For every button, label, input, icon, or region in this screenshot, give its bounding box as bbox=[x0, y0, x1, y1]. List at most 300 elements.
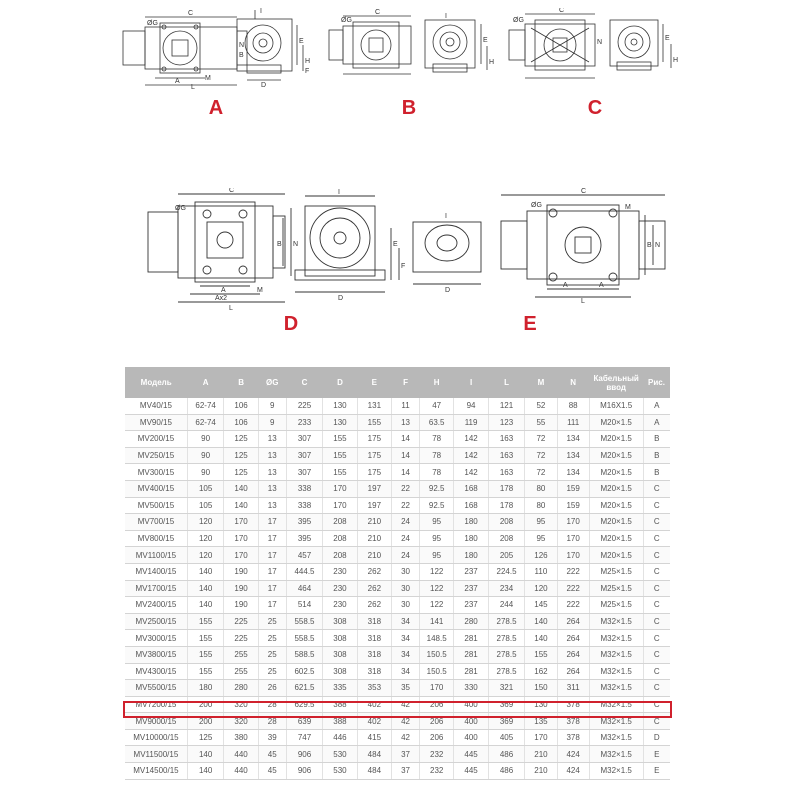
table-cell: M32×1.5 bbox=[589, 630, 643, 647]
table-cell: 369 bbox=[488, 713, 525, 730]
table-cell: 190 bbox=[224, 597, 258, 614]
table-cell: 95 bbox=[525, 530, 557, 547]
svg-text:H: H bbox=[305, 58, 311, 65]
table-cell: 486 bbox=[488, 746, 525, 763]
table-cell: 208 bbox=[323, 547, 357, 564]
table-cell: 168 bbox=[454, 497, 488, 514]
table-cell: 9 bbox=[258, 414, 286, 431]
table-cell: M20×1.5 bbox=[589, 514, 643, 531]
table-body bbox=[125, 398, 670, 779]
table-cell: 95 bbox=[419, 514, 453, 531]
table-cell: M20×1.5 bbox=[589, 480, 643, 497]
table-cell: 170 bbox=[323, 480, 357, 497]
drawing-a-svg bbox=[115, 5, 325, 90]
svg-text:D: D bbox=[338, 295, 344, 302]
svg-text:ØG: ØG bbox=[513, 17, 524, 24]
table-cell: 42 bbox=[392, 729, 420, 746]
table-cell: 170 bbox=[557, 547, 589, 564]
table-cell: 106 bbox=[224, 398, 258, 414]
table-cell: 140 bbox=[187, 763, 224, 780]
table-cell: 110 bbox=[525, 563, 557, 580]
table-cell: 150 bbox=[525, 680, 557, 697]
table-cell: 111 bbox=[557, 414, 589, 431]
table-cell: 62-74 bbox=[187, 398, 224, 414]
table-cell: 140 bbox=[187, 597, 224, 614]
table-cell: 80 bbox=[525, 480, 557, 497]
table-cell: MV3800/15 bbox=[125, 646, 187, 663]
table-cell: 155 bbox=[187, 663, 224, 680]
table-cell: 80 bbox=[525, 497, 557, 514]
table-cell: E bbox=[643, 763, 670, 780]
table-cell: 92.5 bbox=[419, 497, 453, 514]
table-cell: 52 bbox=[525, 398, 557, 414]
table-row bbox=[125, 729, 670, 746]
table-cell: 278.5 bbox=[488, 646, 525, 663]
table-cell: 281 bbox=[454, 630, 488, 647]
table-cell: 321 bbox=[488, 680, 525, 697]
table-cell: MV1100/15 bbox=[125, 547, 187, 564]
table-cell: 402 bbox=[357, 696, 391, 713]
table-cell: 47 bbox=[419, 398, 453, 414]
table-cell: 264 bbox=[557, 630, 589, 647]
table-cell: 155 bbox=[357, 414, 391, 431]
table-cell: 170 bbox=[557, 530, 589, 547]
table-cell: 125 bbox=[224, 431, 258, 448]
table-cell: 25 bbox=[258, 613, 286, 630]
table-cell: M20×1.5 bbox=[589, 547, 643, 564]
column-header: M bbox=[525, 367, 557, 398]
table-cell: 208 bbox=[488, 530, 525, 547]
svg-text:ØG: ØG bbox=[175, 205, 186, 212]
table-cell: M20×1.5 bbox=[589, 497, 643, 514]
column-header: A bbox=[187, 367, 224, 398]
table-cell: 230 bbox=[323, 597, 357, 614]
table-cell: 530 bbox=[323, 746, 357, 763]
table-cell: 639 bbox=[286, 713, 323, 730]
drawing-b bbox=[325, 8, 495, 78]
table-cell: 262 bbox=[357, 563, 391, 580]
table-cell: 17 bbox=[258, 547, 286, 564]
table-cell: 13 bbox=[258, 464, 286, 481]
table-cell: 14 bbox=[392, 464, 420, 481]
svg-text:N: N bbox=[293, 241, 299, 248]
table-cell: C bbox=[643, 580, 670, 597]
table-cell: 353 bbox=[357, 680, 391, 697]
table-cell: 318 bbox=[357, 630, 391, 647]
table-cell: 170 bbox=[525, 729, 557, 746]
drawing-c-svg bbox=[505, 8, 685, 83]
table-row bbox=[125, 497, 670, 514]
table-cell: 125 bbox=[224, 464, 258, 481]
svg-text:H: H bbox=[489, 59, 495, 66]
table-cell: 120 bbox=[525, 580, 557, 597]
table-cell: 210 bbox=[357, 547, 391, 564]
table-cell: 629.5 bbox=[286, 696, 323, 713]
table-cell: 747 bbox=[286, 729, 323, 746]
table-row bbox=[125, 414, 670, 431]
table-cell: 122 bbox=[419, 580, 453, 597]
table-cell: MV1400/15 bbox=[125, 563, 187, 580]
table-cell: 140 bbox=[224, 497, 258, 514]
table-cell: 281 bbox=[454, 663, 488, 680]
table-cell: 24 bbox=[392, 547, 420, 564]
table-row bbox=[125, 398, 670, 414]
table-cell: 338 bbox=[286, 480, 323, 497]
table-cell: 22 bbox=[392, 480, 420, 497]
table-cell: 307 bbox=[286, 431, 323, 448]
table-cell: MV40/15 bbox=[125, 398, 187, 414]
svg-text:C: C bbox=[229, 188, 235, 194]
table-cell: 155 bbox=[323, 431, 357, 448]
table-cell: 255 bbox=[224, 663, 258, 680]
table-cell: 159 bbox=[557, 480, 589, 497]
table-cell: 400 bbox=[454, 713, 488, 730]
svg-text:Ax2: Ax2 bbox=[215, 295, 228, 302]
table-cell: 237 bbox=[454, 597, 488, 614]
table-cell: D bbox=[643, 729, 670, 746]
table-row bbox=[125, 580, 670, 597]
table-cell: 280 bbox=[224, 680, 258, 697]
table-cell: MV200/15 bbox=[125, 431, 187, 448]
table-cell: 237 bbox=[454, 580, 488, 597]
table-cell: 125 bbox=[224, 447, 258, 464]
table-cell: 514 bbox=[286, 597, 323, 614]
table-cell: M32×1.5 bbox=[589, 763, 643, 780]
table-cell: 105 bbox=[187, 480, 224, 497]
table-cell: 106 bbox=[224, 414, 258, 431]
svg-text:C: C bbox=[188, 10, 194, 17]
table-cell: 446 bbox=[323, 729, 357, 746]
table-cell: 424 bbox=[557, 746, 589, 763]
table-row bbox=[125, 763, 670, 780]
table-cell: 222 bbox=[557, 563, 589, 580]
table-cell: 210 bbox=[357, 530, 391, 547]
table-cell: 237 bbox=[454, 563, 488, 580]
table-cell: 530 bbox=[323, 763, 357, 780]
table-cell: 264 bbox=[557, 663, 589, 680]
table-cell: 307 bbox=[286, 447, 323, 464]
table-cell: M20×1.5 bbox=[589, 464, 643, 481]
svg-text:N: N bbox=[597, 39, 603, 46]
table-cell: 440 bbox=[224, 746, 258, 763]
svg-text:I: I bbox=[338, 189, 340, 196]
table-row bbox=[125, 480, 670, 497]
drawing-c bbox=[505, 8, 685, 83]
table-cell: 621.5 bbox=[286, 680, 323, 697]
table-cell: 22 bbox=[392, 497, 420, 514]
table-cell: 281 bbox=[454, 646, 488, 663]
table-cell: 558.5 bbox=[286, 630, 323, 647]
table-cell: 906 bbox=[286, 763, 323, 780]
table-cell: 141 bbox=[419, 613, 453, 630]
table-cell: 140 bbox=[187, 580, 224, 597]
table-cell: 175 bbox=[357, 464, 391, 481]
column-header: H bbox=[419, 367, 453, 398]
table-cell: C bbox=[643, 480, 670, 497]
column-header: C bbox=[286, 367, 323, 398]
table-cell: 311 bbox=[557, 680, 589, 697]
variant-label-b: B bbox=[401, 97, 417, 119]
table-cell: 11 bbox=[392, 398, 420, 414]
table-cell: 378 bbox=[557, 696, 589, 713]
table-cell: MV11500/15 bbox=[125, 746, 187, 763]
table-cell: 34 bbox=[392, 630, 420, 647]
table-cell: 380 bbox=[224, 729, 258, 746]
table-row bbox=[125, 696, 670, 713]
table-cell: 145 bbox=[525, 597, 557, 614]
table-cell: 457 bbox=[286, 547, 323, 564]
table-cell: 159 bbox=[557, 497, 589, 514]
table-cell: MV4300/15 bbox=[125, 663, 187, 680]
table-cell: 308 bbox=[323, 630, 357, 647]
table-cell: 308 bbox=[323, 646, 357, 663]
table-cell: 232 bbox=[419, 763, 453, 780]
table-cell: C bbox=[643, 680, 670, 697]
table-cell: 26 bbox=[258, 680, 286, 697]
svg-text:I: I bbox=[445, 13, 447, 20]
table-cell: 34 bbox=[392, 613, 420, 630]
table-cell: C bbox=[643, 497, 670, 514]
column-header: Рис. bbox=[643, 367, 670, 398]
table-cell: 180 bbox=[187, 680, 224, 697]
svg-text:A: A bbox=[175, 78, 180, 85]
svg-text:A: A bbox=[563, 282, 568, 289]
table-cell: 330 bbox=[454, 680, 488, 697]
table-cell: 13 bbox=[392, 414, 420, 431]
table-cell: C bbox=[643, 696, 670, 713]
table-cell: MV3000/15 bbox=[125, 630, 187, 647]
table-cell: MV5500/15 bbox=[125, 680, 187, 697]
table-cell: 131 bbox=[357, 398, 391, 414]
table-cell: 206 bbox=[419, 713, 453, 730]
table-cell: 338 bbox=[286, 497, 323, 514]
table-cell: MV700/15 bbox=[125, 514, 187, 531]
table-cell: 37 bbox=[392, 746, 420, 763]
svg-text:E: E bbox=[299, 38, 304, 45]
table-cell: 208 bbox=[488, 514, 525, 531]
table-cell: 224.5 bbox=[488, 563, 525, 580]
drawing-b-svg bbox=[325, 8, 495, 78]
table-cell: 210 bbox=[525, 746, 557, 763]
table-cell: 170 bbox=[224, 530, 258, 547]
table-cell: 155 bbox=[187, 630, 224, 647]
table-cell: 558.5 bbox=[286, 613, 323, 630]
table-cell: 278.5 bbox=[488, 613, 525, 630]
table-cell: 484 bbox=[357, 763, 391, 780]
svg-text:A: A bbox=[599, 282, 604, 289]
table-cell: 17 bbox=[258, 530, 286, 547]
table-cell: 90 bbox=[187, 431, 224, 448]
table-cell: 120 bbox=[187, 547, 224, 564]
table-cell: MV500/15 bbox=[125, 497, 187, 514]
table-cell: 135 bbox=[525, 713, 557, 730]
table-cell: 28 bbox=[258, 713, 286, 730]
column-header: F bbox=[392, 367, 420, 398]
table-cell: 140 bbox=[224, 480, 258, 497]
svg-text:A: A bbox=[221, 287, 226, 294]
table-row bbox=[125, 746, 670, 763]
column-header: Модель bbox=[125, 367, 187, 398]
table-cell: 225 bbox=[286, 398, 323, 414]
table-cell: 163 bbox=[488, 431, 525, 448]
table-cell: M20×1.5 bbox=[589, 431, 643, 448]
table-cell: C bbox=[643, 530, 670, 547]
table-cell: 190 bbox=[224, 563, 258, 580]
table-cell: 320 bbox=[224, 696, 258, 713]
table-cell: M20×1.5 bbox=[589, 414, 643, 431]
table-cell: 262 bbox=[357, 597, 391, 614]
table-cell: 125 bbox=[187, 729, 224, 746]
svg-text:E: E bbox=[665, 35, 670, 42]
table-cell: 24 bbox=[392, 514, 420, 531]
table-cell: 307 bbox=[286, 464, 323, 481]
table-cell: MV9000/15 bbox=[125, 713, 187, 730]
table-cell: 142 bbox=[454, 431, 488, 448]
svg-text:ØG: ØG bbox=[531, 202, 542, 209]
table-cell: 9 bbox=[258, 398, 286, 414]
table-cell: 168 bbox=[454, 480, 488, 497]
table-cell: 262 bbox=[357, 580, 391, 597]
table-cell: 445 bbox=[454, 746, 488, 763]
table-cell: 42 bbox=[392, 713, 420, 730]
table-cell: MV1700/15 bbox=[125, 580, 187, 597]
table-cell: 318 bbox=[357, 646, 391, 663]
table-cell: 378 bbox=[557, 713, 589, 730]
variant-label-a: A bbox=[208, 97, 224, 119]
table-cell: 405 bbox=[488, 729, 525, 746]
table-cell: M32×1.5 bbox=[589, 663, 643, 680]
table-cell: 400 bbox=[454, 696, 488, 713]
table-cell: 170 bbox=[224, 547, 258, 564]
svg-text:ØG: ØG bbox=[147, 20, 158, 27]
table-cell: 134 bbox=[557, 431, 589, 448]
table-cell: 62-74 bbox=[187, 414, 224, 431]
table-cell: B bbox=[643, 464, 670, 481]
table-cell: 602.5 bbox=[286, 663, 323, 680]
svg-text:N: N bbox=[655, 242, 661, 249]
table-cell: 13 bbox=[258, 480, 286, 497]
table-cell: 162 bbox=[525, 663, 557, 680]
table-cell: 318 bbox=[357, 613, 391, 630]
svg-text:B: B bbox=[277, 241, 282, 248]
table-cell: 130 bbox=[323, 398, 357, 414]
table-cell: 14 bbox=[392, 431, 420, 448]
table-cell: M25×1.5 bbox=[589, 580, 643, 597]
svg-text:L: L bbox=[191, 84, 195, 90]
table-row bbox=[125, 680, 670, 697]
variant-label-c: C bbox=[587, 97, 603, 119]
table-cell: 225 bbox=[224, 613, 258, 630]
table-header bbox=[125, 367, 670, 398]
svg-text:N: N bbox=[239, 42, 245, 49]
table-cell: MV10000/15 bbox=[125, 729, 187, 746]
table-cell: 78 bbox=[419, 431, 453, 448]
table-cell: MV14500/15 bbox=[125, 763, 187, 780]
table-cell: 121 bbox=[488, 398, 525, 414]
table-cell: 244 bbox=[488, 597, 525, 614]
table-cell: MV2400/15 bbox=[125, 597, 187, 614]
table-header-row bbox=[125, 367, 670, 398]
table-cell: 906 bbox=[286, 746, 323, 763]
table-cell: 30 bbox=[392, 563, 420, 580]
table-cell: 150.5 bbox=[419, 646, 453, 663]
table-cell: M25×1.5 bbox=[589, 563, 643, 580]
table-cell: 45 bbox=[258, 746, 286, 763]
svg-text:L: L bbox=[229, 305, 233, 312]
table-cell: 402 bbox=[357, 713, 391, 730]
table-cell: 105 bbox=[187, 497, 224, 514]
table-cell: 126 bbox=[525, 547, 557, 564]
svg-text:H: H bbox=[673, 57, 679, 64]
table-cell: C bbox=[643, 597, 670, 614]
table-cell: 208 bbox=[323, 514, 357, 531]
table-cell: 78 bbox=[419, 464, 453, 481]
table-cell: 134 bbox=[557, 464, 589, 481]
table-cell: 225 bbox=[224, 630, 258, 647]
variant-label-e: E bbox=[523, 313, 537, 335]
table-cell: 175 bbox=[357, 431, 391, 448]
table-cell: 13 bbox=[258, 431, 286, 448]
svg-text:M: M bbox=[205, 75, 211, 82]
table-cell: 234 bbox=[488, 580, 525, 597]
table-cell: 170 bbox=[557, 514, 589, 531]
table-row bbox=[125, 431, 670, 448]
table-row bbox=[125, 547, 670, 564]
table-cell: 200 bbox=[187, 713, 224, 730]
table-cell: 142 bbox=[454, 464, 488, 481]
table-cell: 155 bbox=[323, 447, 357, 464]
table-cell: 14 bbox=[392, 447, 420, 464]
svg-text:E: E bbox=[483, 37, 488, 44]
svg-text:E: E bbox=[393, 241, 398, 248]
table-cell: 205 bbox=[488, 547, 525, 564]
table-cell: 130 bbox=[525, 696, 557, 713]
table-cell: 255 bbox=[224, 646, 258, 663]
table-cell: A bbox=[643, 398, 670, 414]
column-header: B bbox=[224, 367, 258, 398]
drawing-a bbox=[115, 5, 325, 90]
column-header: E bbox=[357, 367, 391, 398]
table-cell: 34 bbox=[392, 663, 420, 680]
table-cell: 95 bbox=[525, 514, 557, 531]
table-cell: 232 bbox=[419, 746, 453, 763]
table-cell: 17 bbox=[258, 514, 286, 531]
table-cell: 25 bbox=[258, 663, 286, 680]
table-cell: 395 bbox=[286, 514, 323, 531]
table-cell: E bbox=[643, 746, 670, 763]
table-cell: C bbox=[643, 613, 670, 630]
column-header: I bbox=[454, 367, 488, 398]
table-cell: C bbox=[643, 563, 670, 580]
table-cell: M32×1.5 bbox=[589, 613, 643, 630]
table-cell: 424 bbox=[557, 763, 589, 780]
table-cell: M20×1.5 bbox=[589, 447, 643, 464]
table-cell: 320 bbox=[224, 713, 258, 730]
table-cell: 45 bbox=[258, 763, 286, 780]
table-cell: M32×1.5 bbox=[589, 680, 643, 697]
column-header: ØG bbox=[258, 367, 286, 398]
table-cell: MV90/15 bbox=[125, 414, 187, 431]
table-row bbox=[125, 630, 670, 647]
table-cell: M20×1.5 bbox=[589, 530, 643, 547]
table-cell: 197 bbox=[357, 480, 391, 497]
table-cell: 369 bbox=[488, 696, 525, 713]
table-row bbox=[125, 464, 670, 481]
table-cell: 445 bbox=[454, 763, 488, 780]
table-cell: 30 bbox=[392, 580, 420, 597]
table-cell: 264 bbox=[557, 646, 589, 663]
table-cell: 222 bbox=[557, 597, 589, 614]
